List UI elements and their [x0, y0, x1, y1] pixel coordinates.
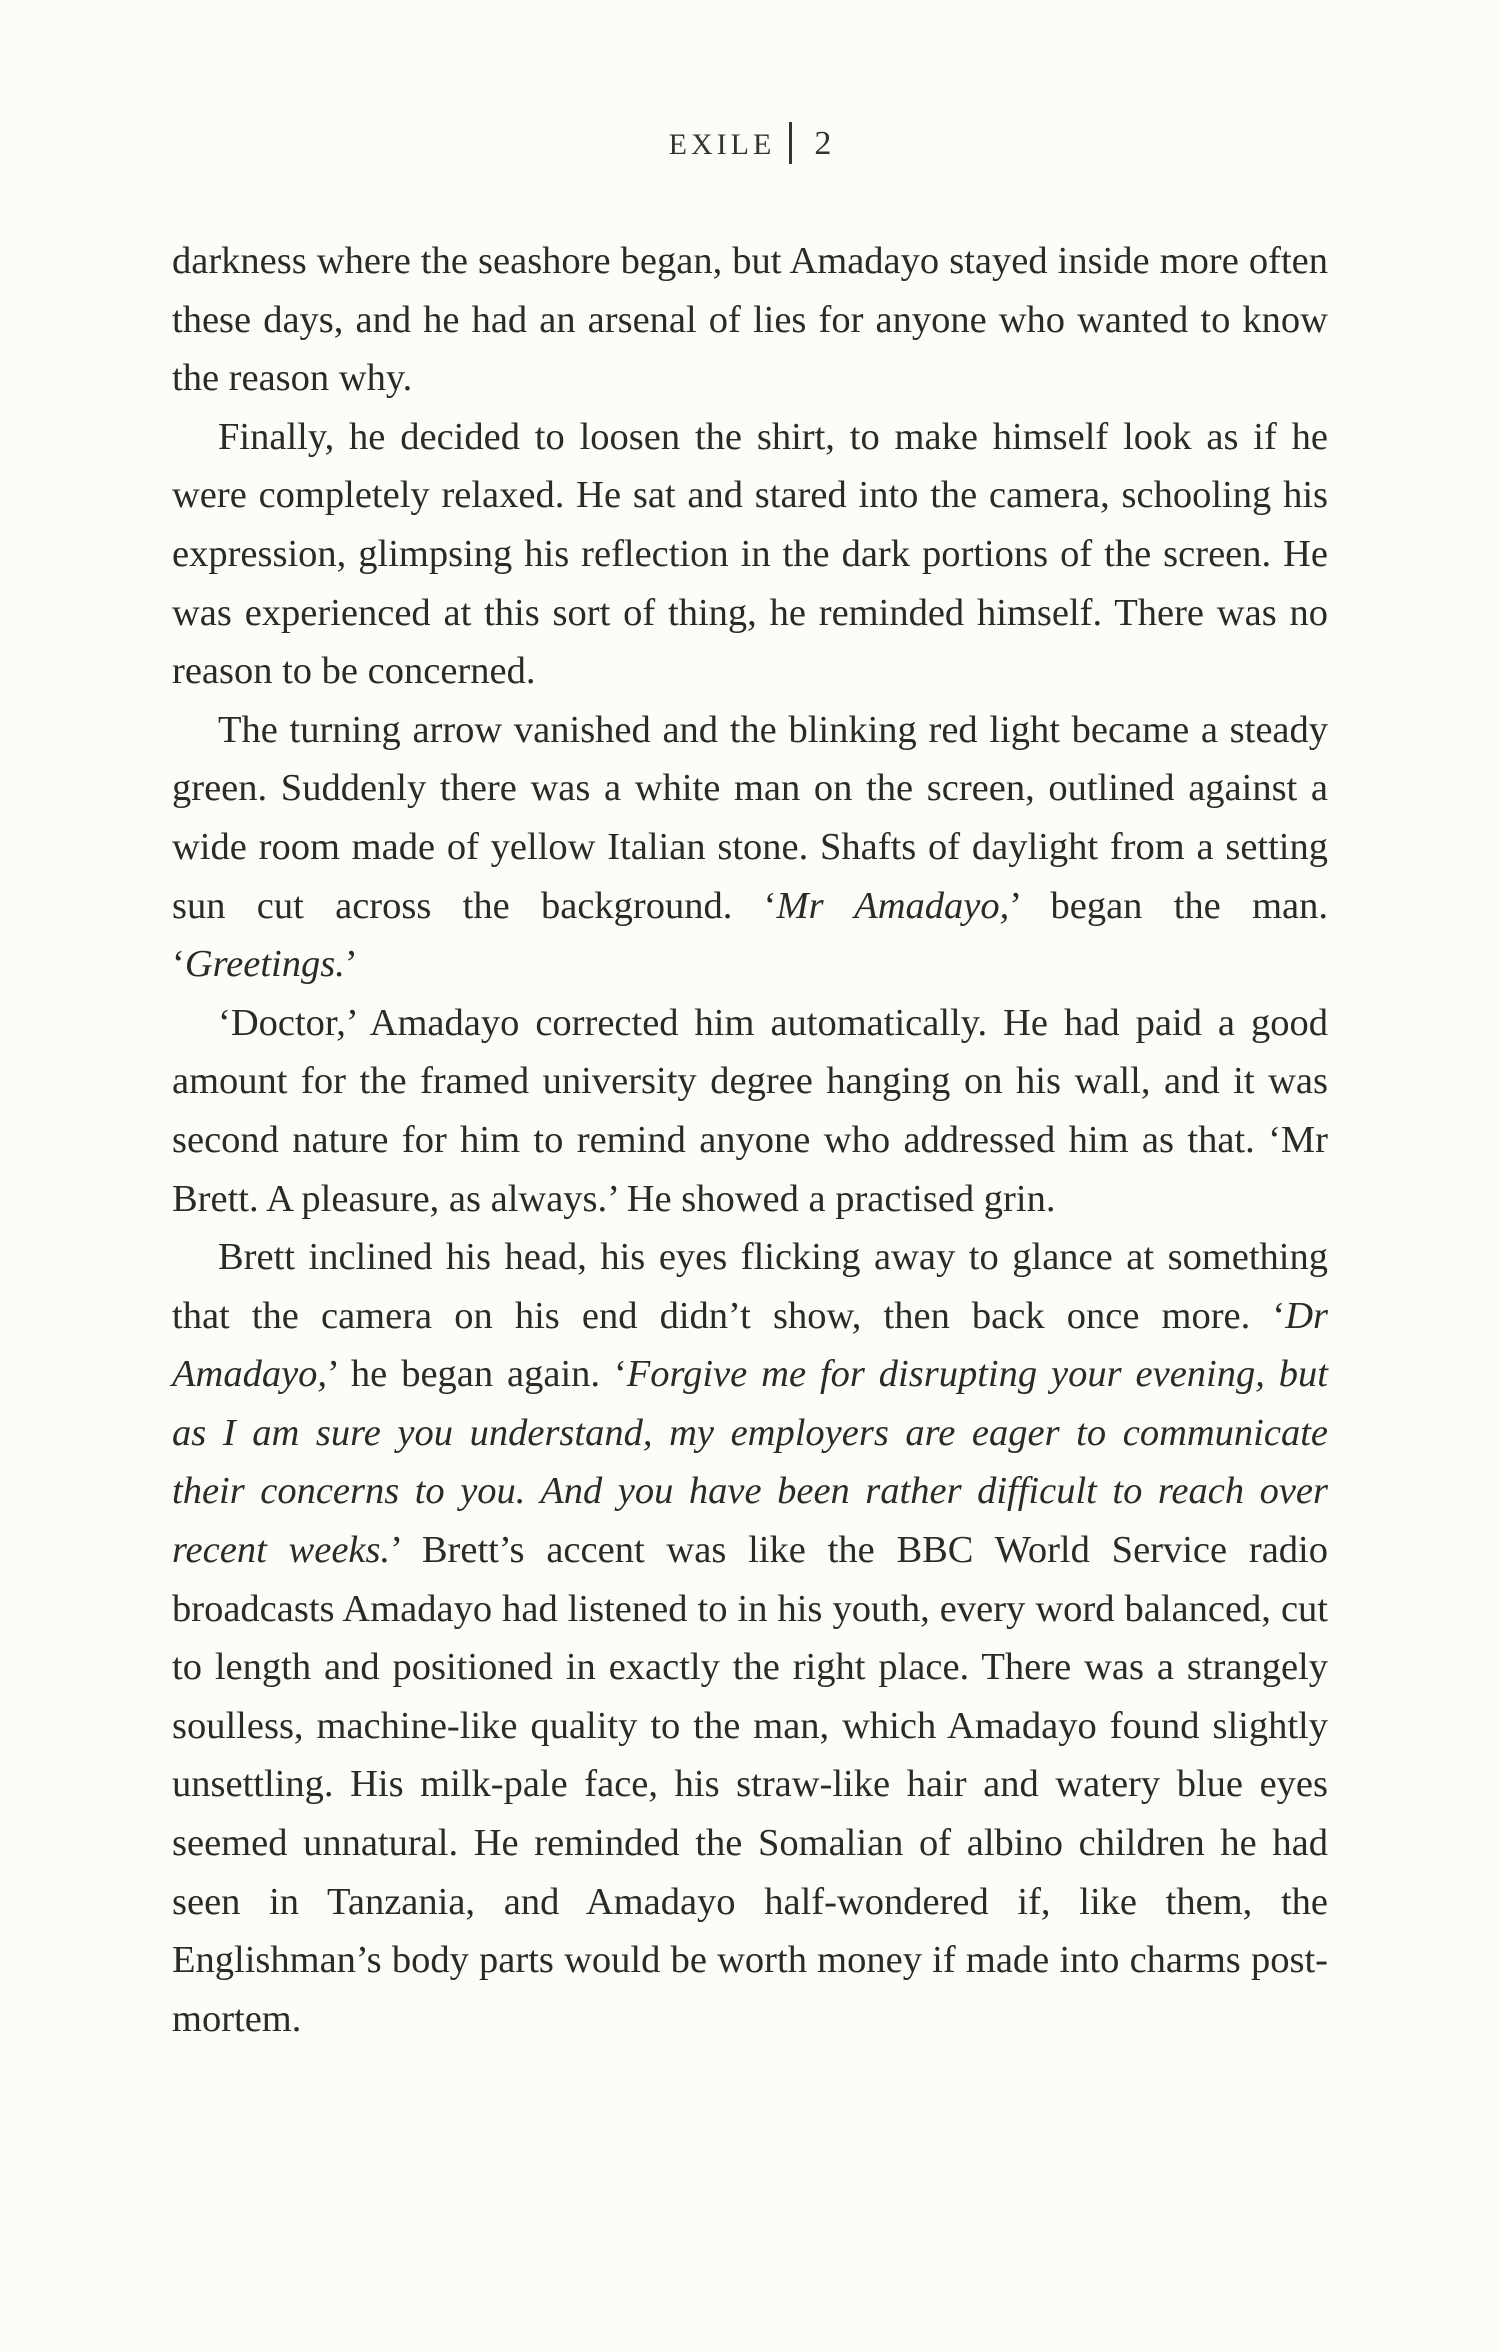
- text-run: The turning arrow vanished and the blinking red light became a steady green. Suddenly there was a white man on the screen, outlined against a wide room made of yellow Italian stone. Shafts of daylight from a setting sun cut across the background. ‘: [172, 708, 1328, 927]
- text-run: ’ he began again. ‘: [327, 1353, 627, 1396]
- italic-text: Mr Amadayo,: [776, 884, 1010, 927]
- body-text: [172, 232, 1328, 2048]
- italic-text: Dr Amadayo,: [172, 1294, 1328, 1396]
- page-number: 2: [814, 125, 832, 162]
- header-divider: [789, 122, 792, 164]
- paragraph: [172, 408, 1328, 701]
- paragraph: [172, 994, 1328, 1228]
- running-title: EXILE: [668, 128, 776, 161]
- text-run: Finally, he decided to loosen the shirt, to make himself look as if he were completely relaxed. He sat and stared into the camera, schooling his expression, glimpsing his reflection in the dark portions of the screen. He was experienced at this sort of thing, he reminded himself. There was no reason to be concerned.: [172, 415, 1328, 693]
- paragraph: [172, 701, 1328, 994]
- text-run: ‘Doctor,’ Amadayo corrected him automatically. He had paid a good amount for the framed university degree hanging on his wall, and it was second nature for him to remind anyone who addressed him as that. ‘Mr Brett. A pleasure, as always.’ He showed a practised grin.: [172, 1001, 1328, 1220]
- text-run: ’ Brett’s accent was like the BBC World Service radio broadcasts Amadayo had listened to in his youth, every word balanced, cut to length and positioned in exactly the right place. There was a strangely soulless, machine-like quality to the man, which Amadayo found slightly unsettling. His milk-pale face, his straw-like hair and watery blue eyes seemed unnatural. He reminded the Somalian of albino children he had seen in Tanzania, and Amadayo half-wondered if, like them, the Englishman’s body parts would be worth money if made into charms post-mortem.: [172, 1529, 1328, 2040]
- italic-text: Greetings.: [184, 943, 345, 986]
- text-run: ’: [344, 943, 358, 986]
- running-header: [0, 122, 1500, 164]
- text-run: Brett inclined his head, his eyes flicking away to glance at something that the camera on his end didn’t show, then back once more. ‘: [172, 1236, 1328, 1337]
- text-run: ’ began the man. ‘: [172, 884, 1328, 986]
- italic-text: Forgive me for disrupting your evening, but as I am sure you understand, my employers are eager to communicate their concerns to you. And you have been rather difficult to reach over recent weeks.: [172, 1353, 1328, 1572]
- paragraph: [172, 1228, 1328, 2048]
- paragraph: [172, 232, 1328, 408]
- text-run: darkness where the seashore began, but Amadayo stayed inside more often these days, and he had an arsenal of lies for anyone who wanted to know the reason why.: [172, 240, 1328, 400]
